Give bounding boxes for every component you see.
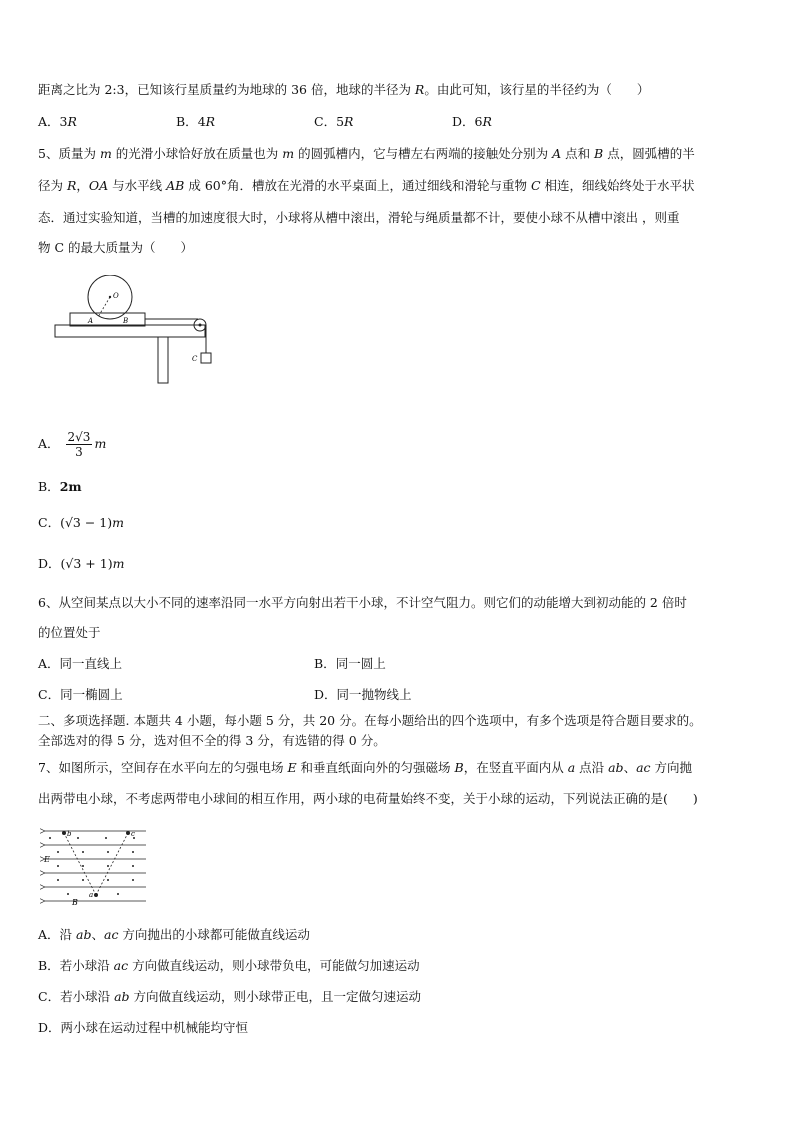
label-o: O: [113, 292, 119, 300]
q6-option-c[interactable]: C．同一椭圆上: [38, 687, 123, 702]
weight-c: [201, 353, 211, 363]
fraction: $\frac{2√3}{3}$: [67, 430, 91, 459]
q4-option-d[interactable]: D．6R: [452, 114, 492, 129]
field-lines: [44, 831, 146, 901]
q5-option-d[interactable]: D．(√3 + 1)m: [38, 556, 125, 571]
intro-line: [38, 82, 649, 98]
q7-stem-line-1: 7、如图所示，空间存在水平向左的匀强电场 E 和垂直纸面向外的匀强磁场 B，在竖直平面内从 a 点沿 ab、ac 方向抛: [38, 760, 693, 775]
q6-option-b[interactable]: B．同一圆上: [314, 656, 386, 671]
intro-text: 距离之比为 2:3，已知该行星质量约为地球的 36 倍，地球的半径为: [38, 82, 415, 97]
q4-option-c[interactable]: C．5R: [314, 114, 354, 129]
q4-option-b[interactable]: B．4R: [176, 114, 216, 129]
q6-stem-line-1: 6、从空间某点以大小不同的速率沿同一水平方向射出若干小球，不计空气阻力。则它们的动能增大到初动能的 2 倍时: [38, 595, 687, 610]
q7-option-c[interactable]: C．若小球沿 ab 方向做直线运动，则小球带正电，且一定做匀速运动: [38, 989, 422, 1004]
label-c: C: [192, 355, 198, 363]
q7-stem-line-2: 出两带电小球，不考虑两带电小球间的相互作用，两小球的电荷量始终不变，关于小球的运动，下列说法正确的是( ): [38, 791, 698, 806]
q5-stem-line-2: 径为 R，OA 与水平线 AB 成 60°角．槽放在光滑的水平桌面上，通过细线和滑轮与重物 C 相连，细线始终处于水平状: [38, 178, 695, 193]
label-b: b: [67, 830, 72, 838]
label-a: A: [88, 317, 94, 325]
label-a: a: [89, 891, 94, 899]
label-c: c: [131, 830, 135, 838]
q5-stem-line-4: 物 C 的最大质量为（ ）: [38, 240, 194, 255]
intro-suffix: 。由此可知，该行星的半径约为（ ）: [424, 82, 650, 97]
q5-option-c[interactable]: C．(√3 − 1)m: [38, 515, 124, 530]
q7-diagram: [38, 825, 153, 915]
q7-option-a[interactable]: A．沿 ab、ac 方向抛出的小球都可能做直线运动: [38, 927, 310, 942]
q4-option-a[interactable]: A．3R: [38, 114, 77, 129]
label-field-b: B: [72, 898, 78, 907]
q5-option-b[interactable]: B．2m: [38, 479, 82, 494]
q6-option-d[interactable]: D．同一抛物线上: [314, 687, 412, 702]
q5-stem-line-3: 态．通过实验知道，当槽的加速度很大时，小球将从槽中滚出，滑轮与绳质量都不计，要使小球不从槽中滚出 ，则重: [38, 210, 680, 225]
q7-option-b[interactable]: B．若小球沿 ac 方向做直线运动，则小球带负电，可能做匀加速运动: [38, 958, 420, 973]
groove-block: [70, 313, 145, 326]
intro-var: R: [414, 82, 425, 97]
table-leg: [158, 337, 168, 383]
table-surface: [55, 325, 205, 337]
q6-stem-line-2: 的位置处于: [38, 625, 101, 640]
label-b: B: [123, 317, 129, 325]
q5-option-a[interactable]: A． $\frac{2√3}{3}$ m: [38, 430, 107, 459]
q7-option-d[interactable]: D．两小球在运动过程中机械能均守恒: [38, 1020, 249, 1035]
q5-stem-line-1: 5、质量为 m 的光滑小球恰好放在质量也为 m 的圆弧槽内，它与槽左右两端的接触处分别为 A 点和 B 点，圆弧槽的半: [38, 146, 695, 161]
magnetic-dots: [49, 837, 135, 895]
section2-header-line-2: 全部选对的得 5 分，选对但不全的得 3 分，有选错的得 0 分。: [38, 733, 386, 748]
section2-header-line-1: 二、多项选择题. 本题共 4 小题，每小题 5 分，共 20 分。在每小题给出的四个选项中，有多个选项是符合题目要求的。: [38, 713, 702, 728]
q5-diagram: [50, 275, 230, 385]
q6-option-a[interactable]: A．同一直线上: [38, 656, 123, 671]
label-e: E: [44, 855, 50, 864]
